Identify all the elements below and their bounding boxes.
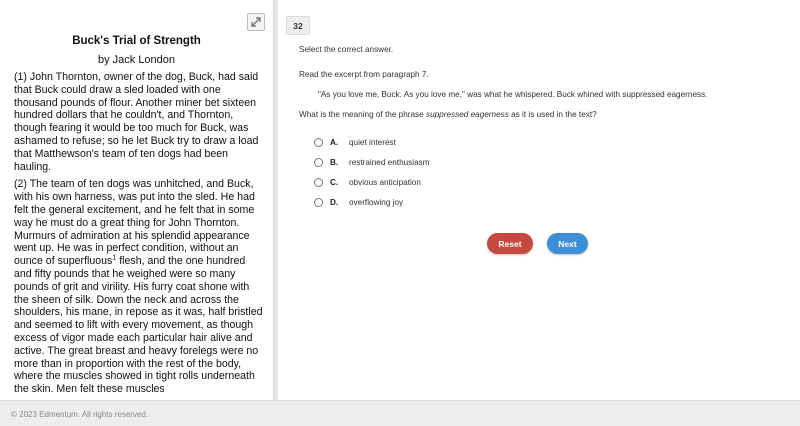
expand-button[interactable] (247, 13, 265, 31)
choice-text: obvious anticipation (349, 177, 421, 187)
choice-text: overflowing joy (349, 197, 404, 207)
paragraph-2-part-1: (2) The team of ten dogs was unhitched, and Buck, with his own harness, was put into the sled. He had felt the general excitement, and he felt that in some way he must do a great thing for John Thornton. Murmurs of admiration at his splendid appearance went up. He was in perfect condition, without an ounce of superfluous (14, 178, 255, 268)
choice-d[interactable] (314, 196, 403, 208)
excerpt: "As you love me, Buck. As you love me," was what he whispered. Buck whined with suppressed eagerness. (318, 90, 708, 99)
choice-b[interactable] (314, 156, 430, 168)
paragraph-2-part-2: flesh, and the one hundred and fifty pounds that he weighed were so many pounds of grit and virility. His furry coat shone with the sheen of silk. Down the neck and across the shoulders, his mane, in repose as it was, half bristled and seemed to lift with every movement, as though excess of vigor made each particular hair alive and active. The great breast and heavy forelegs were no more than in proportion with the rest of the body, where the muscles showed in tight rolls underneath the skin. Men felt these muscles (14, 255, 263, 396)
copyright: © 2023 Edmentum. All rights reserved. (11, 410, 149, 419)
passage-title: Buck's Trial of Strength (72, 35, 201, 47)
passage-pane[interactable] (0, 0, 273, 400)
choice-text: quiet interest (349, 137, 396, 147)
choice-letter: A. (330, 137, 339, 147)
choice-text: restrained enthusiasm (349, 157, 430, 167)
paragraph-2 (14, 178, 264, 396)
choice-letter: D. (330, 197, 339, 207)
choice-letter: B. (330, 157, 339, 167)
passage-body (14, 71, 264, 400)
footnote-marker[interactable]: 1 (112, 254, 117, 262)
question-number: 32 (286, 16, 310, 35)
prompt-before: What is the meaning of the phrase (299, 110, 426, 119)
next-button[interactable]: Next (547, 233, 588, 254)
radio-icon[interactable] (314, 138, 323, 147)
choice-a[interactable] (314, 136, 396, 148)
radio-icon[interactable] (314, 158, 323, 167)
excerpt-lead: Read the excerpt from paragraph 7. (299, 70, 429, 79)
choice-letter: C. (330, 177, 339, 187)
question-prompt (299, 110, 597, 119)
radio-icon[interactable] (314, 198, 323, 207)
passage-author: by Jack London (97, 54, 176, 66)
reset-button[interactable]: Reset (487, 233, 533, 254)
instruction: Select the correct answer. (299, 45, 394, 54)
paragraph-1: (1) John Thornton, owner of the dog, Buck, had said that Buck could draw a sled loaded with one thousand pounds of flour. Another miner bet sixteen hundred dollars that he couldn't, and Thornton, though fearing it would be too much for Buck, was ashamed to refuse; so he let Buck try to draw a load that Matthewson's team of ten dogs had been hauling. (14, 71, 259, 173)
radio-icon[interactable] (314, 178, 323, 187)
prompt-phrase: suppressed eagerness (425, 110, 509, 119)
prompt-after: as it is used in the text? (508, 110, 597, 119)
expand-icon (251, 17, 261, 27)
question-pane (278, 0, 800, 400)
choice-c[interactable] (314, 176, 421, 188)
footer (0, 400, 800, 426)
